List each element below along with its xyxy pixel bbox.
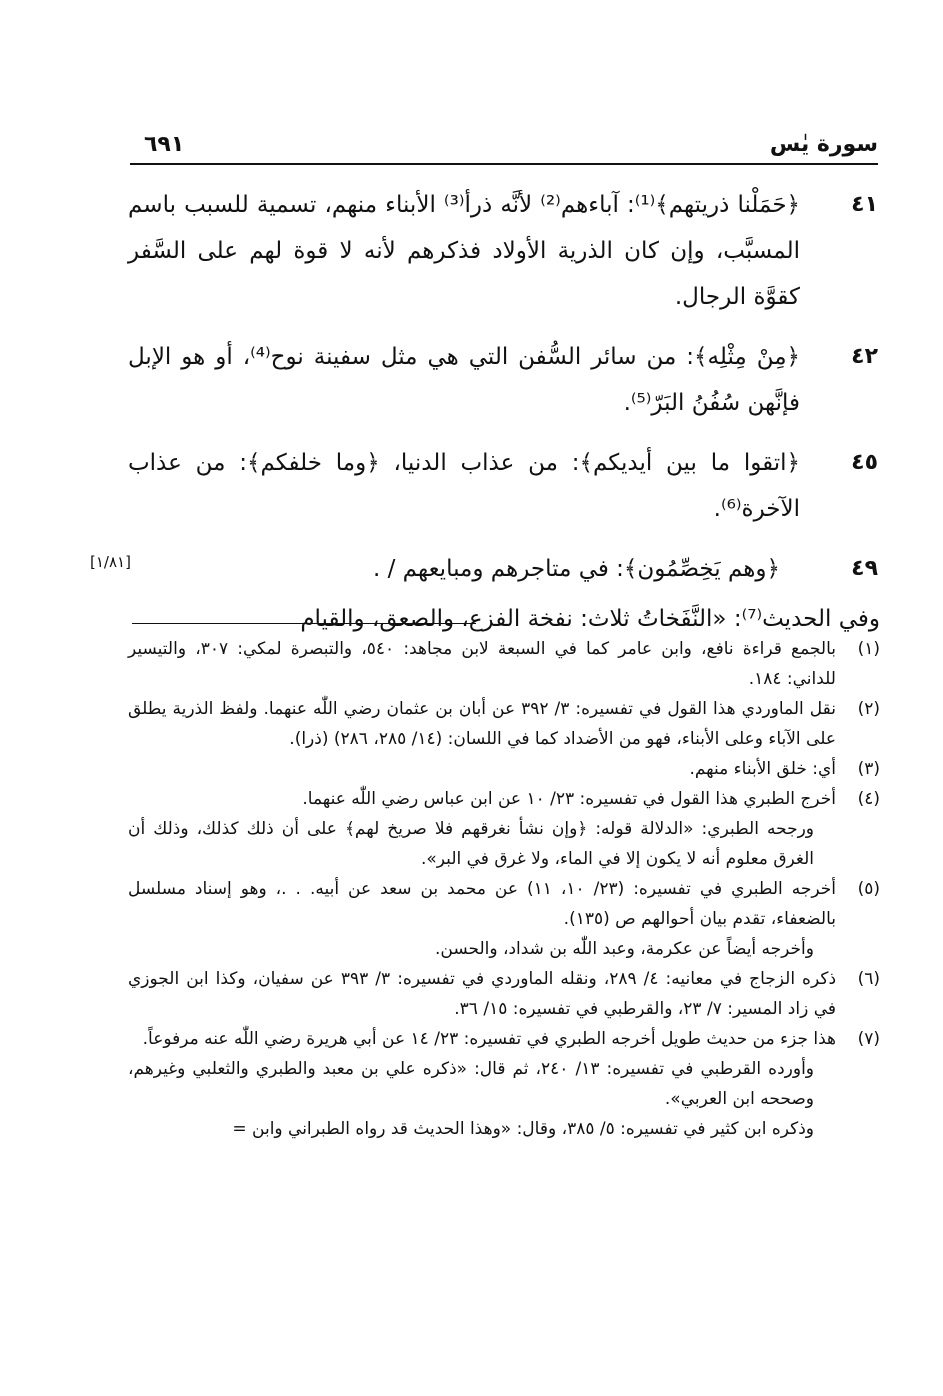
footnote-3 bbox=[128, 754, 880, 784]
footnote-number: (٢) bbox=[857, 699, 880, 719]
verse-commentary: ﴿وهم يَخِصِّمُون﴾: في متاجرهم ومبايعهم / . bbox=[373, 556, 780, 582]
verse-42 bbox=[128, 334, 880, 426]
footnote-rule bbox=[132, 623, 476, 624]
footnote-text: بالجمع قراءة نافع، وابن عامر كما في السبعة لابن مجاهد: ٥٤٠، والتبصرة لمكي: ٣٠٧، والتيسير للداني: ١٨٤. bbox=[128, 639, 836, 689]
footnote-number: (٧) bbox=[857, 1029, 880, 1049]
footnotes bbox=[128, 634, 880, 1144]
footnote-number: (٥) bbox=[857, 879, 880, 899]
verse-49 bbox=[90, 546, 880, 592]
footnote-text: وذكره ابن كثير في تفسيره: ٥/ ٣٨٥، وقال: «وهذا الحديث قد رواه الطبراني وابن = bbox=[232, 1119, 814, 1139]
hadith-line: وفي الحديث⁽⁷⁾: «النَّفَخاتُ ثلاث: نفخة الفزع، والصعق، والقيام bbox=[300, 606, 880, 632]
verse-commentary: ﴿حَمَلْنا ذريتهم﴾⁽¹⁾: آباءهم⁽²⁾ لأنَّه ذرأ⁽³⁾ الأبناء منهم، تسمية للسبب باسم المسبَّب، وإن كان الذرية الأولاد فذكرهم لأنه لا قوة لهم على السَّفر كقوَّة الرجال. bbox=[128, 192, 801, 310]
header-rule bbox=[130, 163, 878, 165]
footnote-5 bbox=[128, 874, 880, 964]
footnote-text: أخرج الطبري هذا القول في تفسيره: ٢٣/ ١٠ عن ابن عباس رضي اللّٰه عنهما. bbox=[302, 789, 836, 809]
main-text bbox=[90, 182, 880, 642]
footnote-4 bbox=[128, 784, 880, 874]
footnote-text: ورجحه الطبري: «الدلالة قوله: ﴿وإن نشأ نغرقهم فلا صريخ لهم﴾ على أن ذلك كذلك، وذلك أن الغرق معلوم أنه لا يكون إلا في الماء، ولا غرق في البر». bbox=[128, 819, 814, 869]
verse-number: ٤٢ bbox=[851, 344, 878, 369]
verse-number: ٤٥ bbox=[851, 450, 878, 475]
page-number: ٦٩١ bbox=[144, 132, 185, 157]
verse-commentary: ﴿اتقوا ما بين أيديكم﴾: من عذاب الدنيا، ﴿وما خلفكم﴾: من عذاب الآخرة⁽⁶⁾. bbox=[128, 450, 800, 522]
footnote-text: أخرجه الطبري في تفسيره: (٢٣/ ١٠، ١١) عن محمد بن سعد عن أبيه. . .، وهو إسناد مسلسل بالضعفاء، تقدم بيان أحوالهم ص (١٣٥). bbox=[128, 879, 836, 929]
footnote-2 bbox=[128, 694, 880, 754]
footnote-text: ذكره الزجاج في معانيه: ٤/ ٢٨٩، ونقله الماوردي في تفسيره: ٣/ ٣٩٣ عن سفيان، وكذا ابن الجوزي في زاد المسير: ٧/ ٢٣، والقرطبي في تفسيره: ١٥/ ٣٦. bbox=[128, 969, 837, 1019]
footnote-number: (١) bbox=[857, 639, 880, 659]
footnote-text: أي: خلق الأبناء منهم. bbox=[689, 759, 836, 779]
footnote-1 bbox=[128, 634, 880, 694]
footnote-text: هذا جزء من حديث طويل أخرجه الطبري في تفسيره: ٢٣/ ١٤ عن أبي هريرة رضي اللّٰه عنه مرفوعاً. bbox=[142, 1029, 836, 1049]
verse-number: ٤١ bbox=[851, 192, 878, 217]
footnote-text: نقل الماوردي هذا القول في تفسيره: ٣/ ٣٩٢ عن أبان بن عثمان رضي اللّٰه عنهما. ولفظ الذرية يطلق على الآباء وعلى الأبناء، فهو من الأضداد كما في اللسان: (١٤/ ٢٨٥، ٢٨٦) (ذرا). bbox=[128, 699, 836, 749]
footnote-7 bbox=[128, 1024, 880, 1144]
verse-41 bbox=[128, 182, 880, 320]
footnote-number: (٣) bbox=[857, 759, 880, 779]
verse-number: ٤٩ bbox=[851, 556, 878, 581]
manuscript-folio-ref: [١/٨١] bbox=[90, 553, 131, 571]
page-header bbox=[130, 132, 878, 162]
verse-45 bbox=[128, 440, 880, 532]
footnote-number: (٦) bbox=[857, 969, 880, 989]
verse-commentary: ﴿مِنْ مِثْلِه﴾: من سائر السُّفن التي هي مثل سفينة نوح⁽⁴⁾، أو هو الإبل فإنَّهن سُفُنُ البَرّ⁽⁵⁾. bbox=[128, 344, 800, 416]
footnote-text: وأخرجه أيضاً عن عكرمة، وعبد اللّٰه بن شداد، والحسن. bbox=[434, 939, 814, 959]
footnote-6 bbox=[128, 964, 880, 1024]
footnote-number: (٤) bbox=[857, 789, 880, 809]
sura-title: سورة يٰس bbox=[769, 132, 878, 157]
footnote-text: وأورده القرطبي في تفسيره: ١٣/ ٢٤٠، ثم قال: «ذكره علي بن معبد والطبري والثعلبي وغيرهم، وصححه ابن العربي». bbox=[128, 1059, 815, 1109]
